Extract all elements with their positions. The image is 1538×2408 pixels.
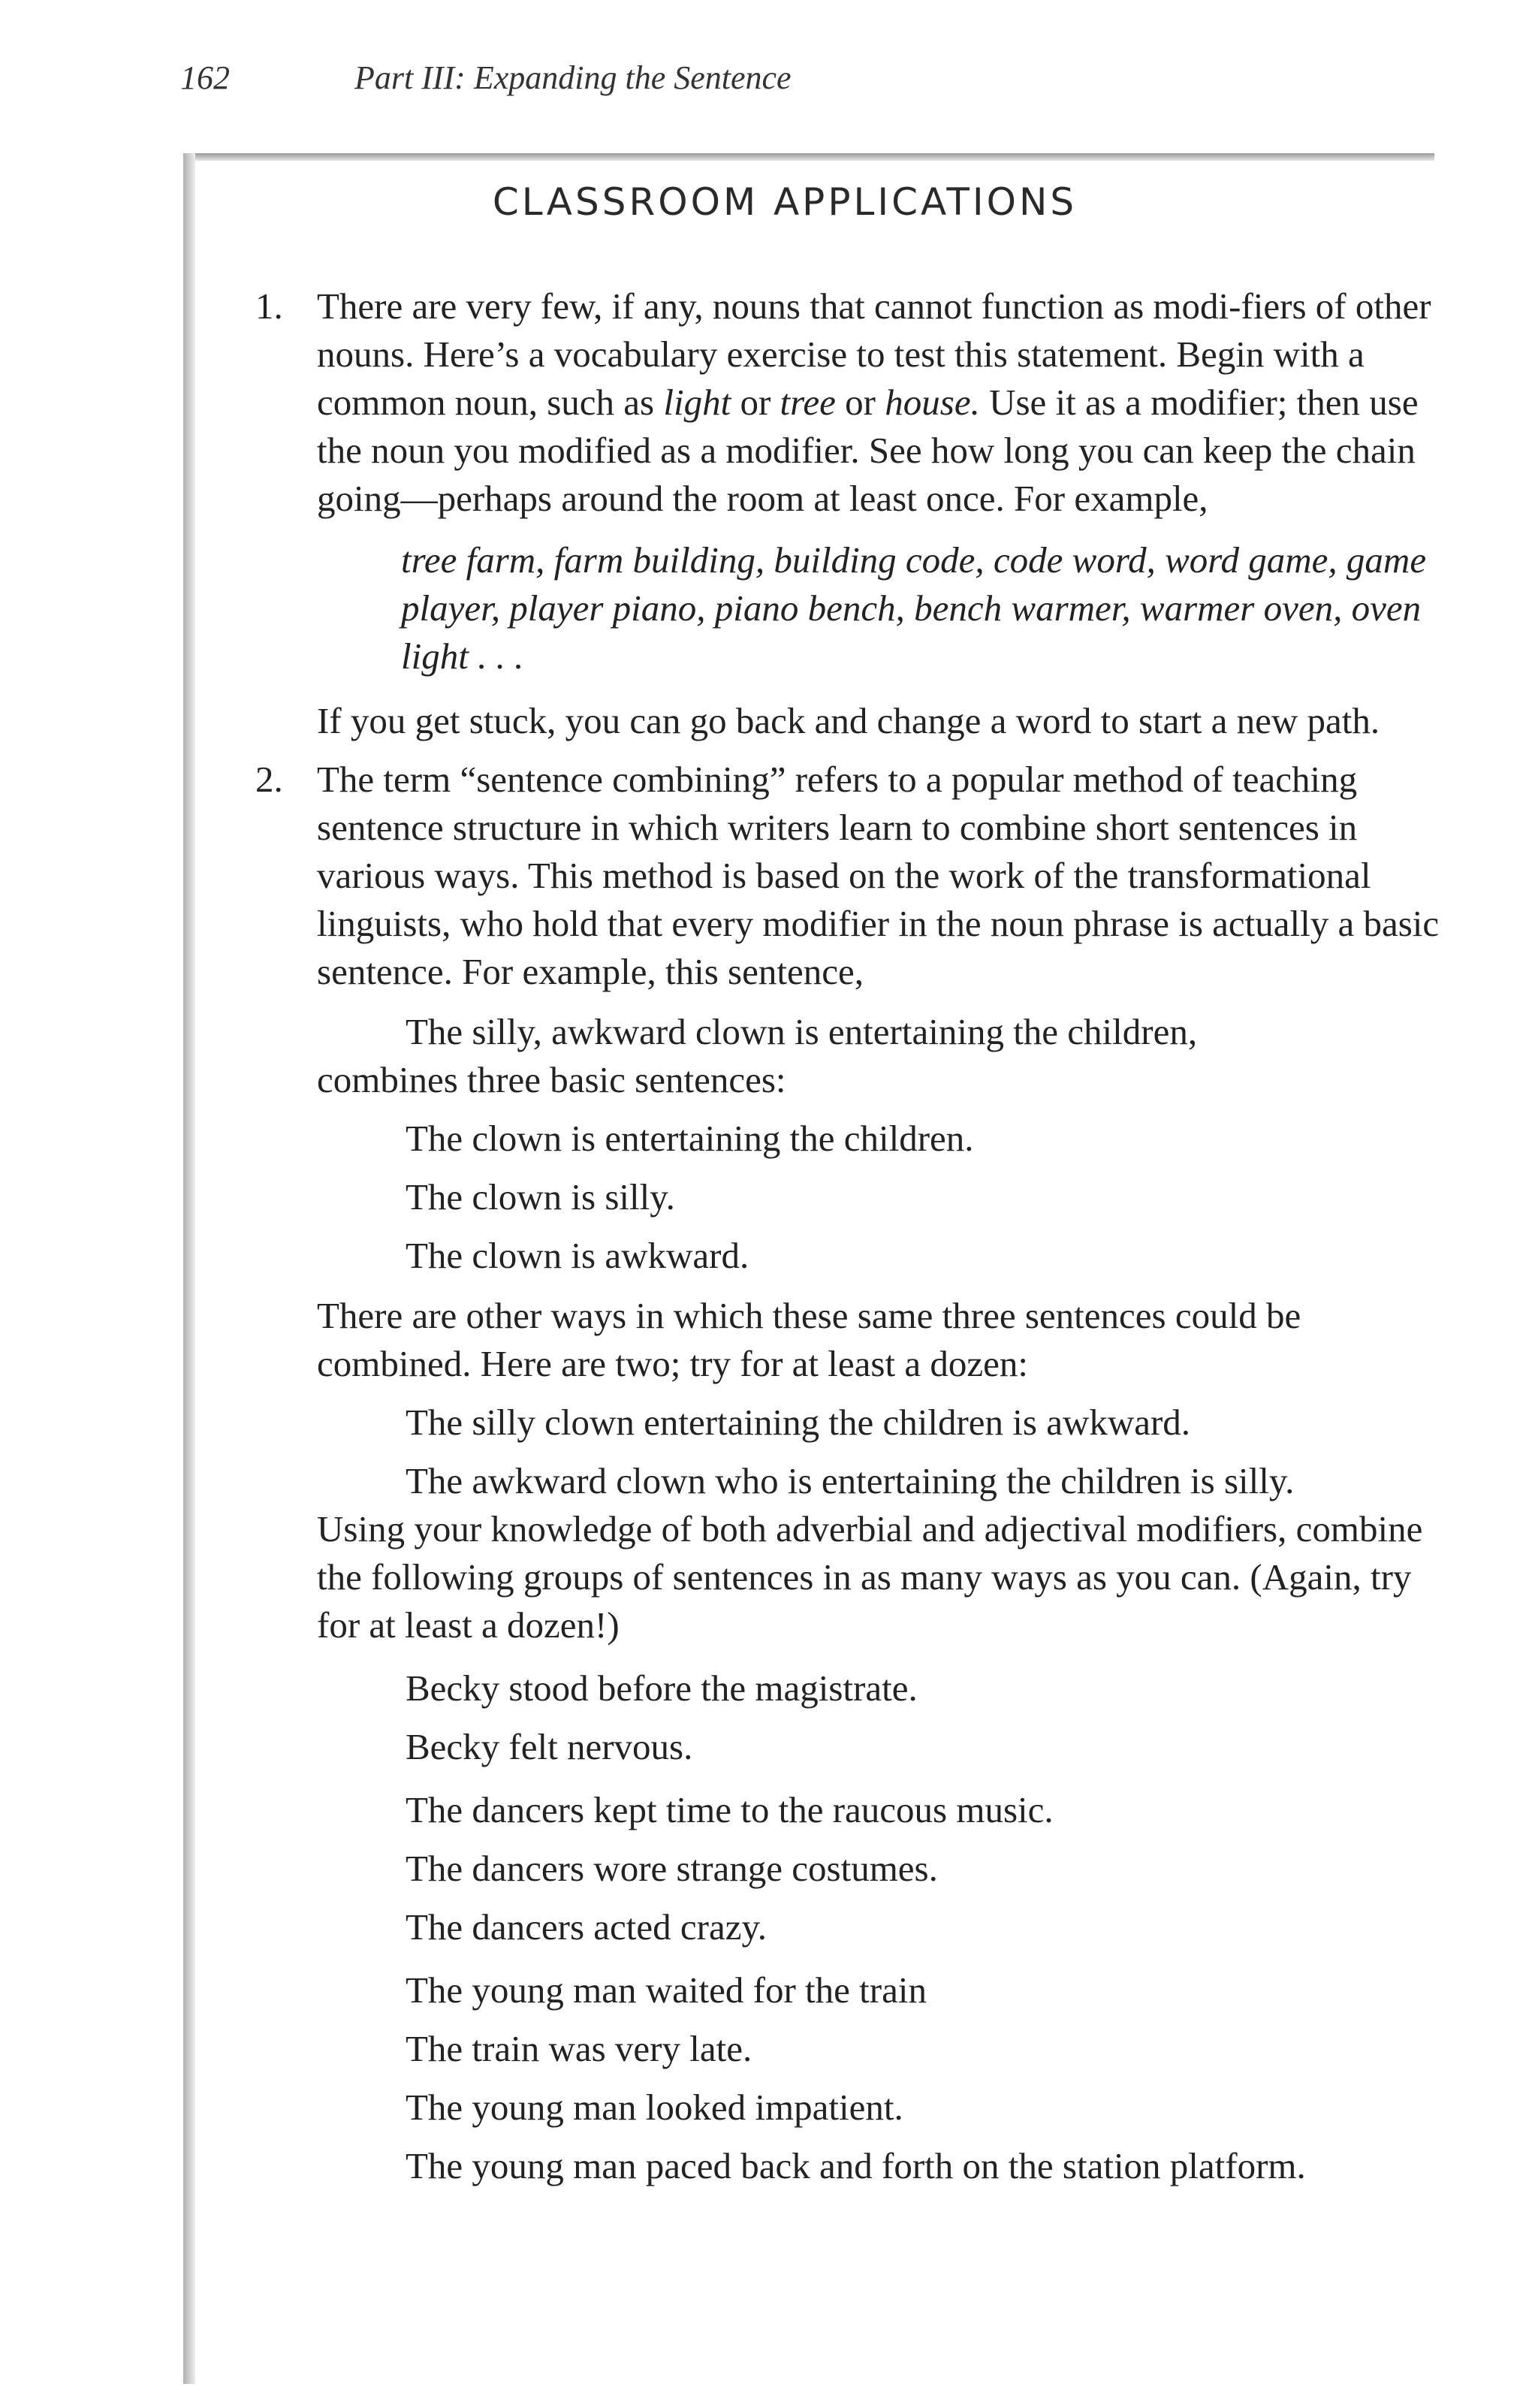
group-sentence: Becky felt nervous.	[406, 1726, 693, 1767]
item2-paragraph-a: The term “sentence combining” refers to a popular method of teaching sentence structure in which writers learn to combine short sentences in various ways. This method is based on the work of the transformational linguists, who hold that every modifier in the noun phrase is actually a basic sentence. For example, this sentence,	[317, 759, 1440, 992]
list-item-1	[255, 282, 1457, 745]
combined-example: The awkward clown who is entertaining the children is silly.	[406, 1460, 1295, 1501]
item2-paragraph-b: There are other ways in which these same three sentences could be combined. Here are two; try for at least a dozen:	[317, 1295, 1301, 1384]
box-left-rule	[183, 153, 195, 2384]
text-run: There are very few, if any, nouns that cannot function as modi-fiers of other nouns. Here’s a vocabulary exercise to test this statement. Begin with a common noun, such as	[317, 285, 1431, 423]
text-run: Use it as a modifier; then use the noun you modified as a modifier. See how long you can keep the chain going—perhaps around the room at least once. For example,	[317, 382, 1419, 519]
sentence-group-2	[317, 1786, 1457, 1951]
item-number: 1.	[255, 285, 283, 327]
example-chain: tree farm, farm building, building code, code word, word game, game player, player piano, piano bench, bench warmer, warmer oven, oven light . . .	[401, 539, 1427, 677]
running-head	[180, 59, 792, 97]
sentence-group-1	[317, 1664, 1457, 1771]
group-sentence: The dancers acted crazy.	[406, 1906, 767, 1948]
box-top-rule	[183, 153, 1434, 161]
sentence-group-3	[317, 1966, 1457, 2190]
item1-paragraph-a	[317, 282, 1457, 523]
combines-line: combines three basic sentences:	[317, 1059, 786, 1100]
page-number: 162	[180, 59, 230, 96]
basic-sentence: The clown is awkward.	[406, 1235, 749, 1276]
item-number: 2.	[255, 759, 283, 800]
group-sentence: The young man waited for the train	[406, 1969, 927, 2011]
example-sentence: The silly, awkward clown is entertaining the children,	[406, 1011, 1198, 1052]
example-word: tree	[780, 382, 836, 423]
item1-paragraph-b: If you get stuck, you can go back and change a word to start a new path.	[317, 700, 1380, 741]
list-item-2	[255, 756, 1457, 2190]
group-sentence: The train was very late.	[406, 2028, 752, 2069]
text-run: or	[731, 382, 780, 423]
box-title: CLASSROOM APPLICATIONS	[492, 180, 1078, 224]
item2-paragraph-c: Using your knowledge of both adverbial and adjectival modifiers, combine the following groups of sentences in as many ways as you can. (Again, try for at least a dozen!)	[317, 1508, 1423, 1646]
group-sentence: The young man paced back and forth on the station platform.	[406, 2145, 1306, 2186]
group-sentence: Becky stood before the magistrate.	[406, 1667, 918, 1709]
box-content	[255, 282, 1457, 2201]
text-run: or	[835, 382, 885, 423]
part-title: Part III: Expanding the Sentence	[354, 59, 792, 96]
combined-example: The silly clown entertaining the children is awkward.	[406, 1402, 1191, 1443]
group-sentence: The dancers kept time to the raucous music.	[406, 1789, 1054, 1830]
group-sentence: The young man looked impatient.	[406, 2087, 903, 2128]
basic-sentence: The clown is silly.	[406, 1176, 675, 1218]
example-word: house.	[885, 382, 980, 423]
group-sentence: The dancers wore strange costumes.	[406, 1848, 938, 1889]
basic-sentence: The clown is entertaining the children.	[406, 1118, 974, 1159]
example-word: light	[663, 382, 731, 423]
